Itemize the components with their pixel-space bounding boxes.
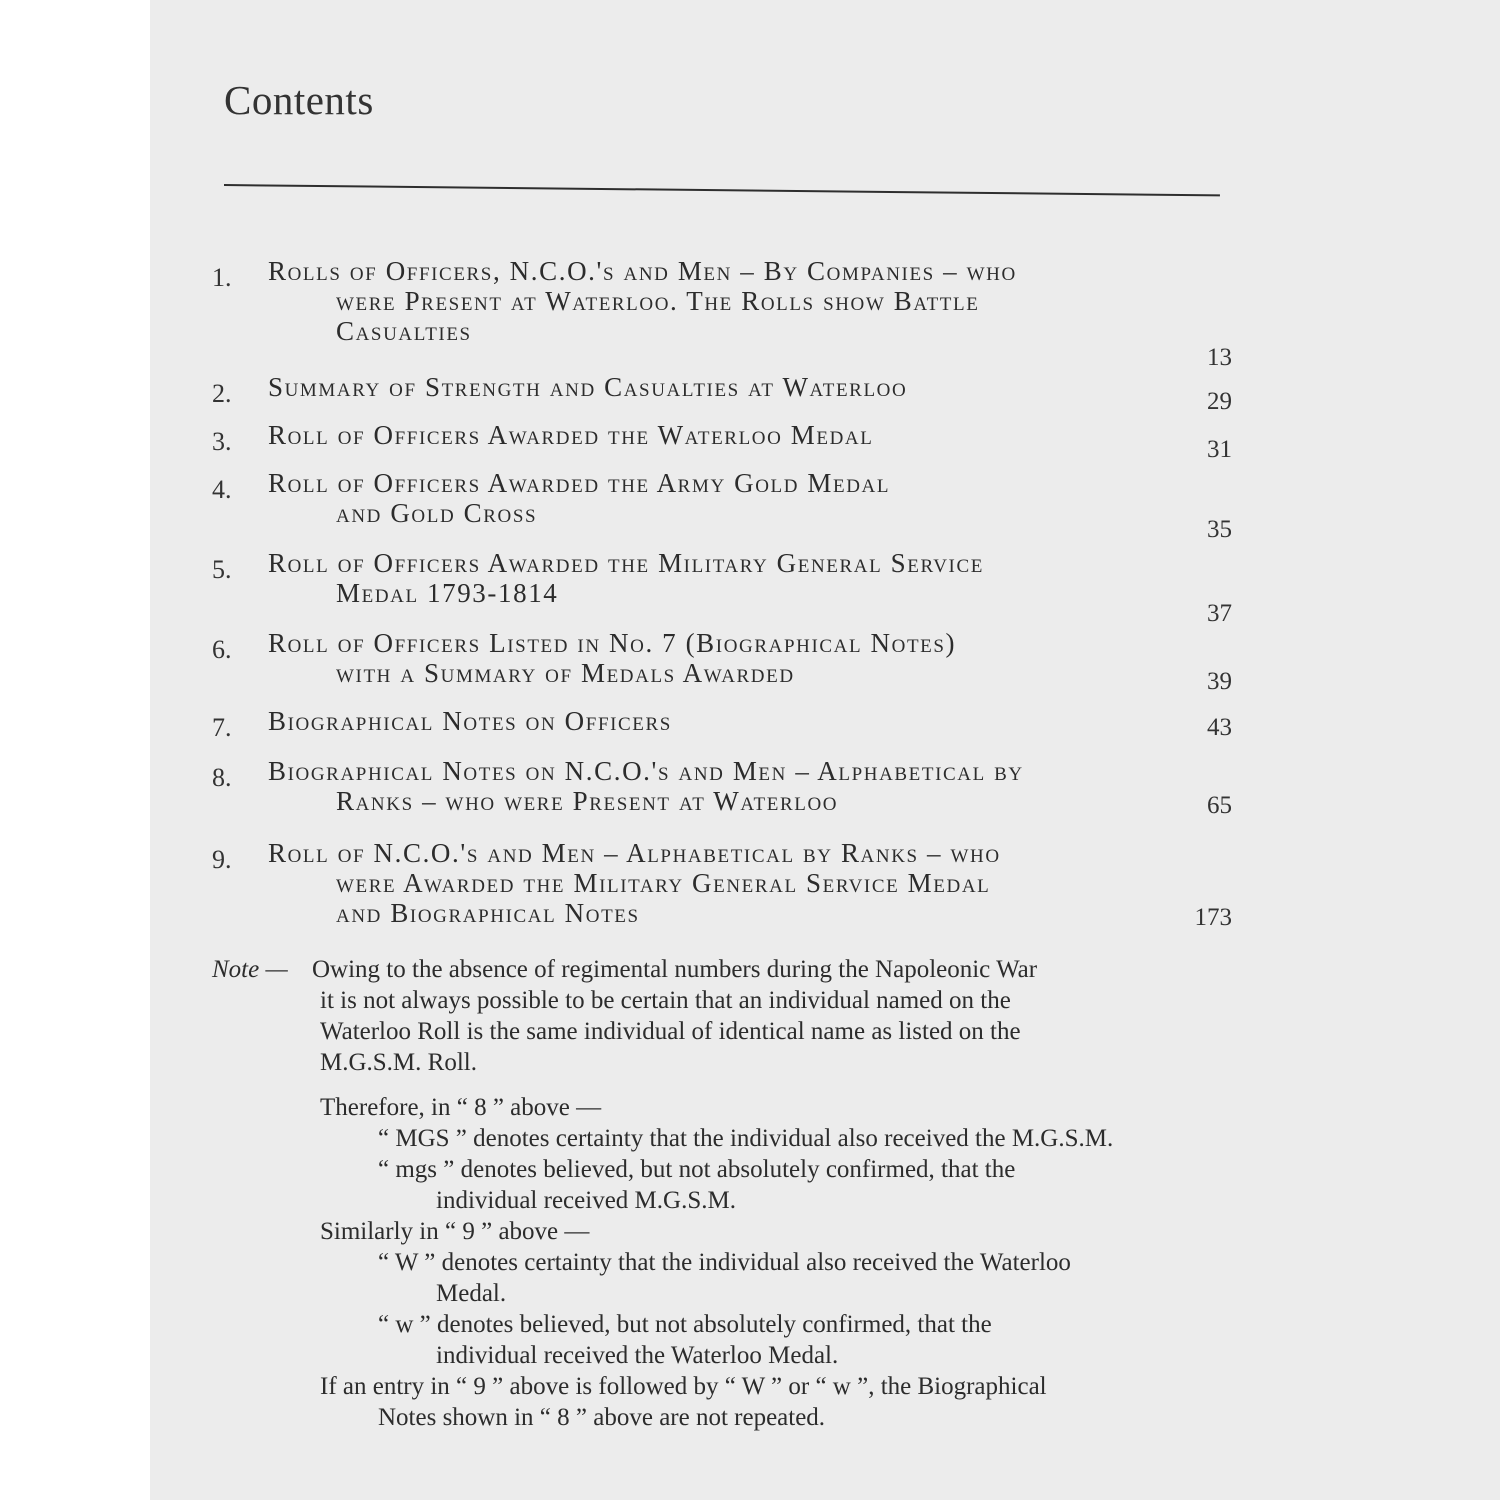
entry-page: 37 bbox=[1207, 600, 1232, 627]
note-line: “ mgs ” denotes believed, but not absolutely confirmed, that the bbox=[378, 1156, 1016, 1183]
entry-title bbox=[268, 256, 1128, 346]
entry-line: Rolls of Officers, N.C.O.'s and Men – By Companies – who bbox=[268, 256, 1017, 286]
note-line: “ w ” denotes believed, but not absolutely confirmed, that the bbox=[378, 1311, 992, 1338]
entry-page: 65 bbox=[1207, 792, 1232, 819]
note-line: Therefore, in “ 8 ” above — bbox=[320, 1094, 602, 1121]
note-line: “ MGS ” denotes certainty that the individual also received the M.G.S.M. bbox=[378, 1125, 1114, 1152]
toc-entry-4 bbox=[212, 468, 1242, 548]
entry-page: 13 bbox=[1207, 344, 1232, 371]
entry-line: Roll of Officers Awarded the Waterloo Medal bbox=[268, 420, 874, 450]
entry-line: and Gold Cross bbox=[336, 498, 538, 528]
toc-entry-2 bbox=[212, 372, 1242, 420]
entry-line: Summary of Strength and Casualties at Waterloo bbox=[268, 372, 908, 402]
note-body bbox=[212, 985, 1252, 1078]
toc-entry-6 bbox=[212, 628, 1242, 706]
note-line: individual received the Waterloo Medal. bbox=[436, 1342, 839, 1369]
note-line: Medal. bbox=[436, 1280, 507, 1307]
entry-line: Roll of N.C.O.'s and Men – Alphabetical by Ranks – who bbox=[268, 838, 1001, 868]
entry-number: 4. bbox=[212, 475, 232, 504]
entry-title bbox=[268, 706, 1128, 736]
entry-title bbox=[268, 756, 1128, 816]
entry-number: 9. bbox=[212, 845, 232, 874]
entry-line: were Present at Waterloo. The Rolls show Battle bbox=[336, 286, 980, 316]
note-first-line bbox=[212, 954, 1252, 985]
entry-line: Roll of Officers Awarded the Military General Service bbox=[268, 548, 984, 578]
toc-entry-9 bbox=[212, 838, 1242, 938]
entry-line: were Awarded the Military General Service Medal bbox=[336, 868, 991, 898]
entry-title bbox=[268, 468, 1128, 528]
entry-title bbox=[268, 372, 1128, 402]
note-line: Waterloo Roll is the same individual of identical name as listed on the bbox=[320, 1018, 1021, 1045]
title-rule bbox=[224, 184, 1220, 196]
entry-line: Biographical Notes on N.C.O.'s and Men – Alphabetical by bbox=[268, 756, 1024, 786]
toc-entry-8 bbox=[212, 756, 1242, 838]
note-line: Notes shown in “ 8 ” above are not repeated. bbox=[378, 1404, 826, 1431]
note-line: it is not always possible to be certain that an individual named on the bbox=[320, 987, 1011, 1014]
note-line: individual received M.G.S.M. bbox=[436, 1187, 736, 1214]
note-line: “ W ” denotes certainty that the individual also received the Waterloo bbox=[378, 1249, 1071, 1276]
toc-entry-5 bbox=[212, 548, 1242, 628]
note-section bbox=[212, 954, 1252, 1433]
entry-number: 1. bbox=[212, 263, 232, 292]
note-line: Similarly in “ 9 ” above — bbox=[320, 1218, 590, 1245]
entry-number: 6. bbox=[212, 635, 232, 664]
toc-entry-7 bbox=[212, 706, 1242, 756]
entry-page: 43 bbox=[1207, 714, 1232, 741]
toc-entry-3 bbox=[212, 420, 1242, 468]
entry-line: Roll of Officers Listed in No. 7 (Biographical Notes) bbox=[268, 628, 957, 658]
entry-number: 3. bbox=[212, 427, 232, 456]
page-title: Contents bbox=[224, 77, 374, 123]
entry-line: Biographical Notes on Officers bbox=[268, 706, 672, 736]
note-label: Note — bbox=[212, 956, 288, 983]
entry-title bbox=[268, 838, 1128, 928]
note-line: If an entry in “ 9 ” above is followed by “ W ” or “ w ”, the Biographical bbox=[320, 1373, 1047, 1400]
entry-number: 8. bbox=[212, 763, 232, 792]
entry-page: 39 bbox=[1207, 668, 1232, 695]
entry-line: Casualties bbox=[336, 316, 472, 346]
entry-title bbox=[268, 420, 1128, 450]
entry-page: 173 bbox=[1194, 904, 1232, 931]
entry-line: with a Summary of Medals Awarded bbox=[336, 658, 795, 688]
entry-page: 35 bbox=[1207, 516, 1232, 543]
entry-line: Ranks – who were Present at Waterloo bbox=[336, 786, 839, 816]
entry-number: 7. bbox=[212, 713, 232, 742]
note-line: Owing to the absence of regimental numbers during the Napoleonic War bbox=[312, 956, 1038, 983]
note-line: M.G.S.M. Roll. bbox=[320, 1049, 477, 1076]
entry-line: and Biographical Notes bbox=[336, 898, 640, 928]
entry-line: Medal 1793-1814 bbox=[336, 578, 559, 608]
entry-number: 2. bbox=[212, 379, 232, 408]
entry-title bbox=[268, 628, 1128, 688]
entry-title bbox=[268, 548, 1128, 608]
toc-entry-1 bbox=[212, 256, 1242, 372]
entry-page: 31 bbox=[1207, 436, 1232, 463]
note-block-8 bbox=[212, 1092, 1252, 1433]
entry-number: 5. bbox=[212, 555, 232, 584]
entry-line: Roll of Officers Awarded the Army Gold Medal bbox=[268, 468, 891, 498]
book-page bbox=[150, 0, 1500, 1500]
table-of-contents bbox=[212, 256, 1242, 938]
entry-page: 29 bbox=[1207, 388, 1232, 415]
